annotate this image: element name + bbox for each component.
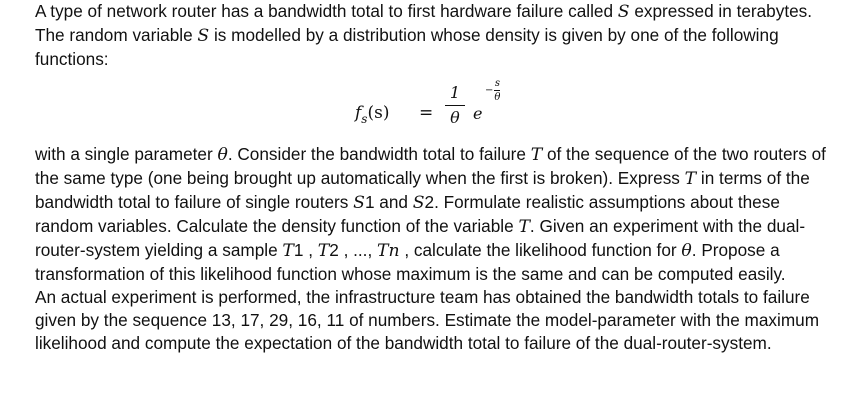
math-variable-s: S (617, 2, 630, 22)
formula-block (35, 71, 835, 143)
formula-lhs (355, 102, 389, 126)
formula-equals: = (419, 103, 434, 123)
text: 2. Formulate realistic assumptions about these random variables. Calculate the density function of the variable (35, 192, 780, 236)
math-variable-tn: T (377, 241, 389, 261)
math-variable-n: n (388, 241, 400, 261)
text: is modelled by a distribution whose density is given by one of the following functions: (35, 25, 779, 69)
paragraph-experiment: An actual experiment is performed, the infrastructure team has obtained the bandwidth totals to failure given by the sequence 13, 17, 29, 16, 11 of numbers. Estimate the model-parameter with the maximum likelihood and compute the expectation of the bandwidth total to failure of the dual-router-system. (35, 287, 820, 353)
text: A type of network router has a bandwidth total to first hardware failure called (35, 1, 618, 21)
exponent-fraction (494, 78, 500, 103)
math-variable-t1: T (282, 241, 294, 261)
text: in terms of the bandwidth total to failure of single routers (35, 168, 810, 212)
math-variable-t: T (684, 169, 697, 189)
problem-document (35, 0, 835, 355)
formula-f: f (355, 103, 362, 123)
text: , calculate the likelihood function for (399, 240, 682, 260)
math-variable-t2: T (317, 241, 330, 261)
exponent-minus: − (485, 85, 494, 96)
text: expressed in terabytes. The random variable (35, 1, 813, 45)
formula-fraction (445, 83, 465, 128)
math-variable-s2: S (412, 193, 425, 213)
exponent-fraction-bar (494, 90, 500, 91)
text: of the sequence of the two routers of the same type (one being brought up automatically when the first is broken). Express (35, 144, 826, 188)
text: 1 and (364, 192, 413, 212)
fraction-bar (445, 105, 465, 106)
formula-argument: (s) (367, 103, 390, 123)
math-variable-s: S (197, 26, 210, 46)
text: . Given an experiment with the dual-router-system yielding a sample (35, 216, 806, 260)
formula-numerator: 1 (449, 83, 461, 102)
density-formula (355, 78, 595, 141)
math-variable-s1: S (353, 193, 365, 213)
exponent-denominator: θ (494, 92, 501, 103)
paragraph-intro (35, 0, 835, 71)
math-variable-t: T (530, 145, 543, 165)
formula-exponent (485, 78, 500, 103)
text: . Consider the bandwidth total to failure (227, 144, 531, 164)
formula-subscript: s (361, 112, 368, 126)
formula-exponential-base: e (473, 104, 483, 123)
paragraph-tasks (35, 143, 835, 286)
math-theta: θ (681, 241, 692, 261)
text: . Propose a transformation of this likelihood function whose maximum is the same and can be computed easily. (35, 240, 786, 284)
math-variable-t: T (518, 217, 530, 237)
formula-denominator: θ (450, 108, 460, 127)
text: 2 , ..., (329, 240, 377, 260)
text: with a single parameter (35, 144, 218, 164)
math-theta: θ (217, 145, 228, 165)
exponent-numerator: s (494, 78, 500, 89)
text: 1 , (293, 240, 318, 260)
